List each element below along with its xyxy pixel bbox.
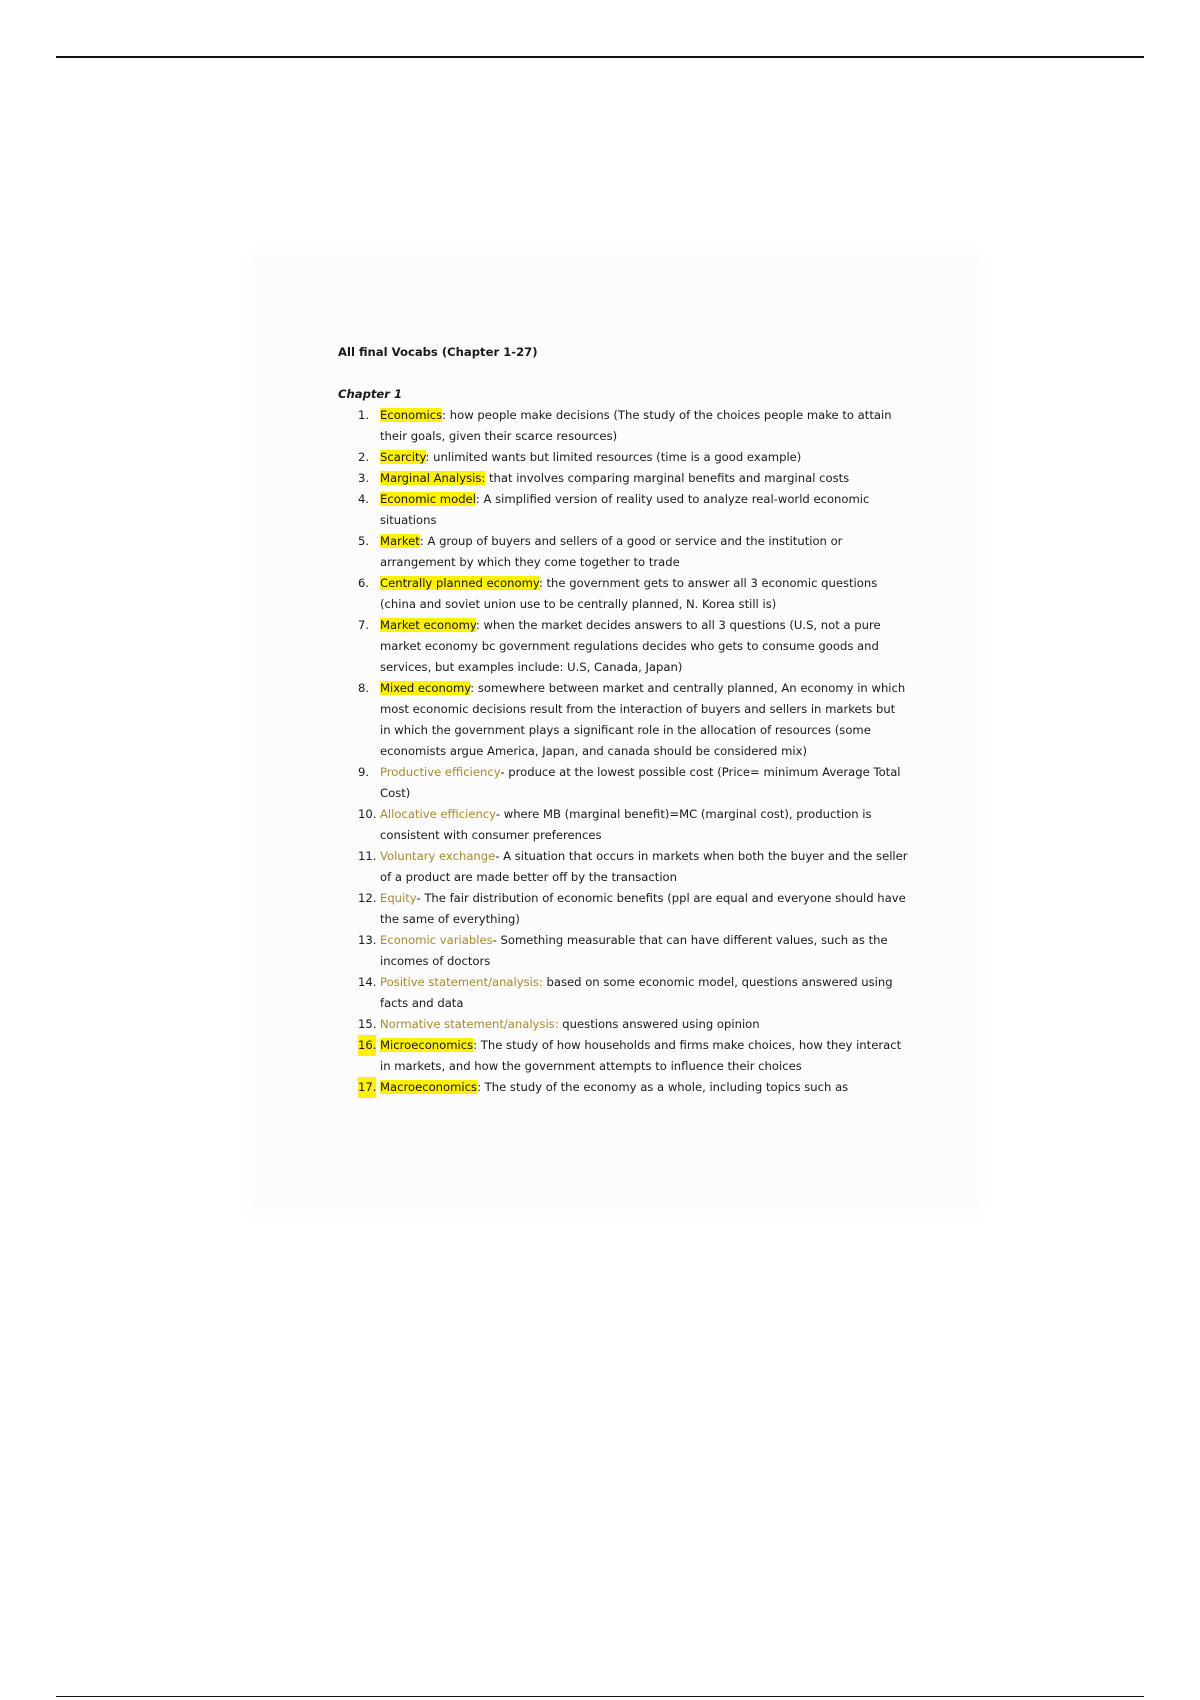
document-title: All final Vocabs (Chapter 1-27) [338,345,538,359]
item-number: 17. [358,1077,376,1098]
item-number: 8. [358,681,370,695]
vocab-item [338,447,908,468]
vocab-definition: : A simplified version of reality used to analyze real-world economic situations [380,492,870,527]
vocab-item [338,1077,908,1098]
vocab-item [338,1035,908,1077]
item-number: 15. [358,1017,377,1031]
vocab-definition: : The study of how households and firms make choices, how they interact in markets, and how the government attempts to influence their choices [380,1038,902,1073]
vocab-definition: - Something measurable that can have different values, such as the incomes of doctors [380,933,888,968]
vocab-item [338,762,908,804]
vocab-term: Mixed economy [380,681,471,695]
chapter-heading: Chapter 1 [338,387,403,401]
top-rule [56,56,1144,58]
item-number: 13. [358,933,377,947]
vocab-term: Allocative efficiency [380,807,496,821]
item-number: 2. [358,450,370,464]
bottom-rule [56,1696,1144,1697]
vocab-definition: : The study of the economy as a whole, including topics such as [477,1080,849,1094]
vocab-term: Centrally planned economy [380,576,539,590]
vocab-definition: : the government gets to answer all 3 economic questions (china and soviet union use to be centrally planned, N. Korea still is) [380,576,878,611]
item-number: 6. [358,576,370,590]
vocab-definition: - The fair distribution of economic benefits (ppl are equal and everyone should have the same of everything) [380,891,906,926]
vocab-definition: : how people make decisions (The study of the choices people make to attain their goals, given their scarce resources) [380,408,892,443]
item-number: 11. [358,849,377,863]
item-number: 1. [358,408,370,422]
item-number: 14. [358,975,377,989]
vocab-term: Equity [380,891,417,905]
vocab-term: Macroeconomics [380,1080,478,1094]
item-number: 10. [358,807,377,821]
vocab-term: Marginal Analysis: [380,471,486,485]
vocab-definition: : when the market decides answers to all 3 questions (U.S, not a pure market economy bc government regulations decides who gets to consume goods and services, but examples include: U.S, Canada, Japan) [380,618,881,674]
vocab-definition: based on some economic model, questions answered using facts and data [380,975,893,1010]
item-number: 3. [358,471,370,485]
vocab-term: Economic model [380,492,476,506]
vocab-item [338,468,908,489]
vocab-term: Scarcity [380,450,426,464]
vocab-term: Normative statement/analysis: [380,1017,559,1031]
item-number: 5. [358,534,370,548]
vocab-item [338,489,908,531]
document-content [338,342,908,1098]
item-number: 16. [358,1035,376,1056]
vocab-item [338,1014,908,1035]
vocab-definition: - produce at the lowest possible cost (Price= minimum Average Total Cost) [380,765,901,800]
vocab-definition: that involves comparing marginal benefits and marginal costs [485,471,850,485]
vocab-term: Productive efficiency [380,765,501,779]
vocab-definition: - A situation that occurs in markets when both the buyer and the seller of a product are made better off by the transaction [380,849,908,884]
vocab-item [338,573,908,615]
item-number: 12. [358,891,377,905]
vocab-definition: - where MB (marginal benefit)=MC (marginal cost), production is consistent with consumer preferences [380,807,872,842]
item-number: 9. [358,765,370,779]
vocab-definition: questions answered using opinion [558,1017,760,1031]
vocab-list [338,405,908,1098]
vocab-term: Microeconomics [380,1038,474,1052]
item-number: 4. [358,492,370,506]
vocab-definition: : somewhere between market and centrally planned, An economy in which most economic decisions result from the interaction of buyers and sellers in markets but in which the government plays a significant role in the allocation of resources (some economists argue America, Japan, and canada should be considered mix) [380,681,906,758]
vocab-term: Voluntary exchange [380,849,496,863]
vocab-term: Market economy [380,618,476,632]
item-number: 7. [358,618,370,632]
vocab-item [338,972,908,1014]
vocab-term: Market [380,534,420,548]
vocab-item [338,615,908,678]
vocab-item [338,804,908,846]
vocab-item [338,405,908,447]
vocab-item [338,930,908,972]
vocab-term: Positive statement/analysis: [380,975,543,989]
vocab-item [338,678,908,762]
vocab-item [338,888,908,930]
vocab-item [338,846,908,888]
vocab-definition: : unlimited wants but limited resources (time is a good example) [425,450,802,464]
vocab-term: Economic variables [380,933,493,947]
vocab-definition: : A group of buyers and sellers of a good or service and the institution or arrangement by which they come together to trade [380,534,843,569]
vocab-term: Economics [380,408,443,422]
vocab-item [338,531,908,573]
